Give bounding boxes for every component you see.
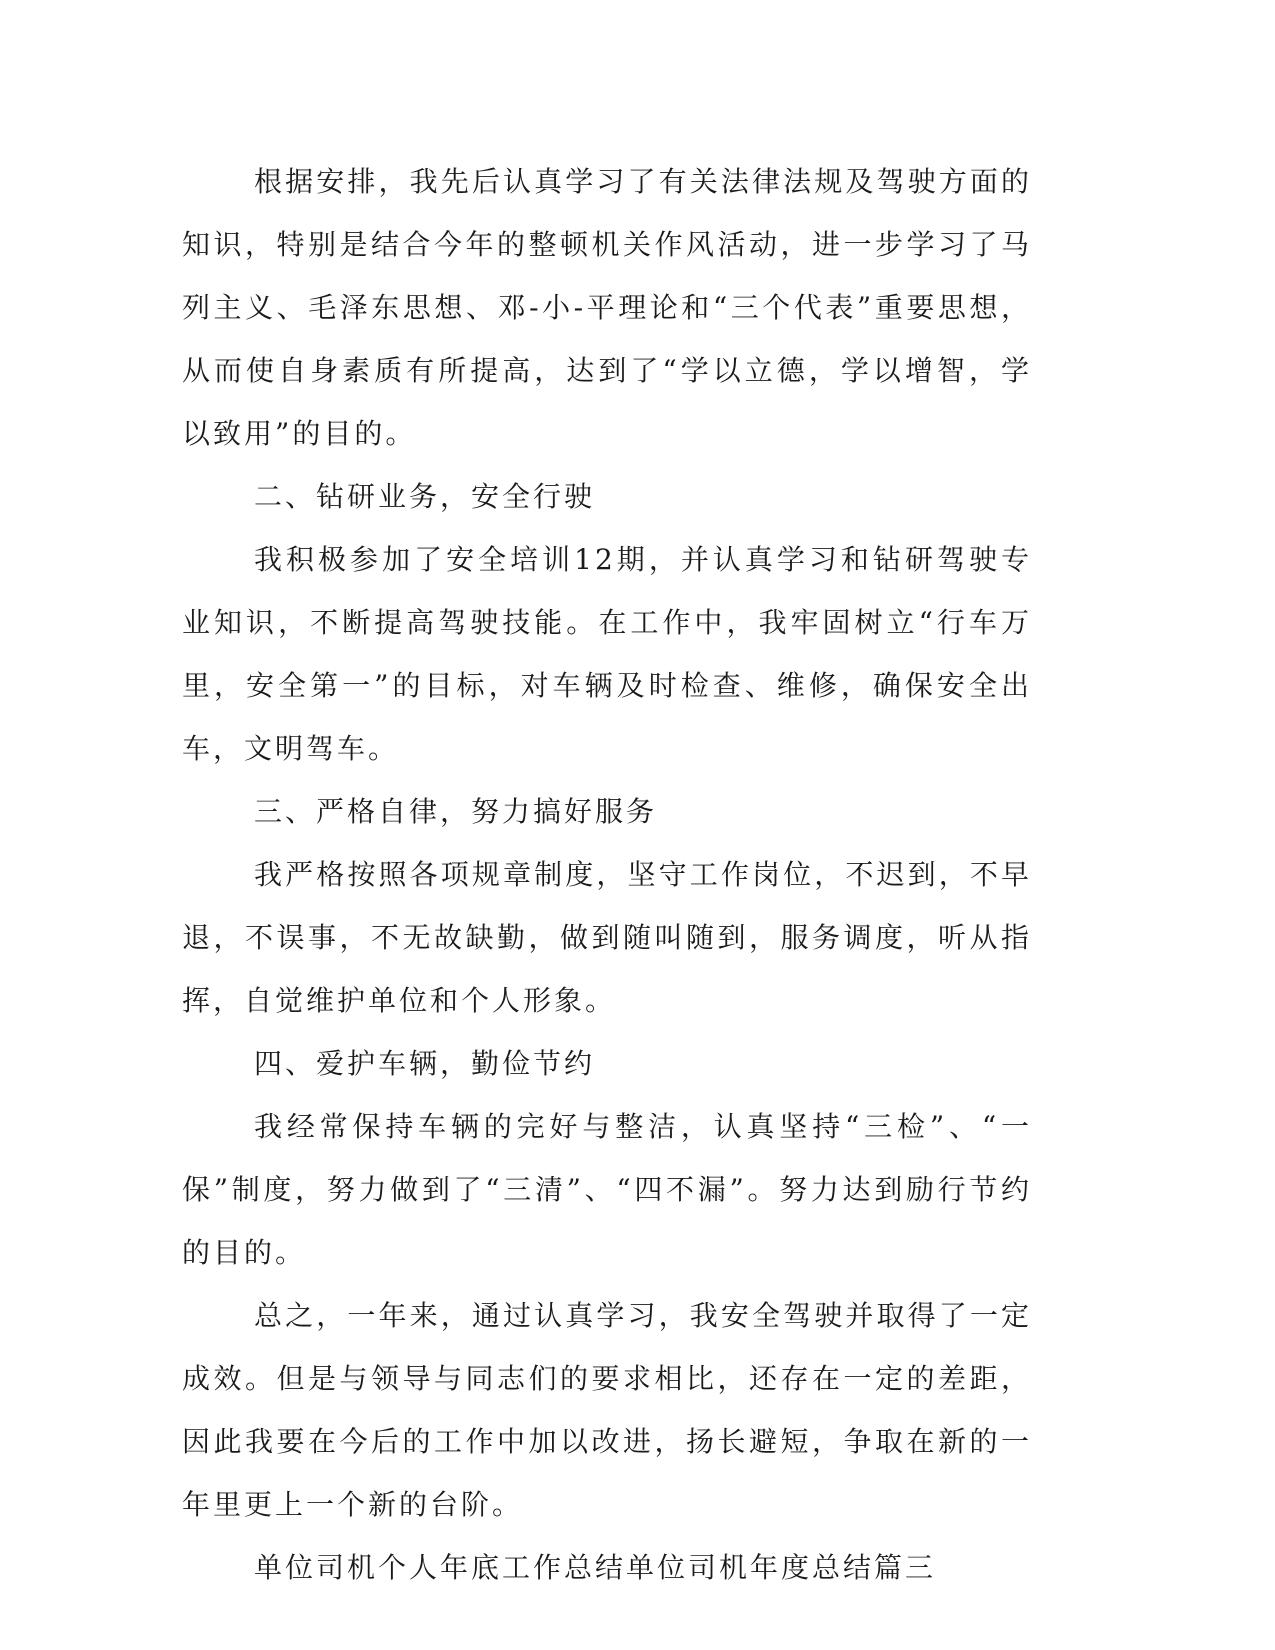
- paragraph-vehicle-care: 我经常保持车辆的完好与整洁，认真坚持“三检”、“一保”制度，努力做到了“三清”、“四不漏”。努力达到励行节约的目的。: [182, 1110, 1032, 1269]
- paragraph-safety: 我积极参加了安全培训12期，并认真学习和钻研驾驶专业知识，不断提高驾驶技能。在工作中，我牢固树立“行车万里，安全第一”的目标，对车辆及时检查、维修，确保安全出车，文明驾车。: [182, 543, 1032, 765]
- heading-section-2: 二、钻研业务，安全行驶: [254, 480, 596, 513]
- paragraph-discipline: 我严格按照各项规章制度，坚守工作岗位，不迟到，不早退，不误事，不无故缺勤，做到随叫随到，服务调度，听从指挥，自觉维护单位和个人形象。: [182, 858, 1032, 1017]
- heading-next-article: 单位司机个人年底工作总结单位司机年度总结篇三: [254, 1551, 937, 1584]
- paragraph-summary: 总之，一年来，通过认真学习，我安全驾驶并取得了一定成效。但是与领导与同志们的要求相比，还存在一定的差距，因此我要在今后的工作中加以改进，扬长避短，争取在新的一年里更上一个新的台阶。: [182, 1299, 1032, 1521]
- heading-section-4: 四、爱护车辆，勤俭节约: [254, 1047, 596, 1080]
- document-body: [182, 150, 1032, 1599]
- paragraph-study: 根据安排，我先后认真学习了有关法律法规及驾驶方面的知识，特别是结合今年的整顿机关作风活动，进一步学习了马列主义、毛泽东思想、邓-小-平理论和“三个代表”重要思想，从而使自身素质有所提高，达到了“学以立德，学以增智，学以致用”的目的。: [182, 165, 1032, 450]
- heading-section-3: 三、严格自律，努力搞好服务: [254, 795, 658, 828]
